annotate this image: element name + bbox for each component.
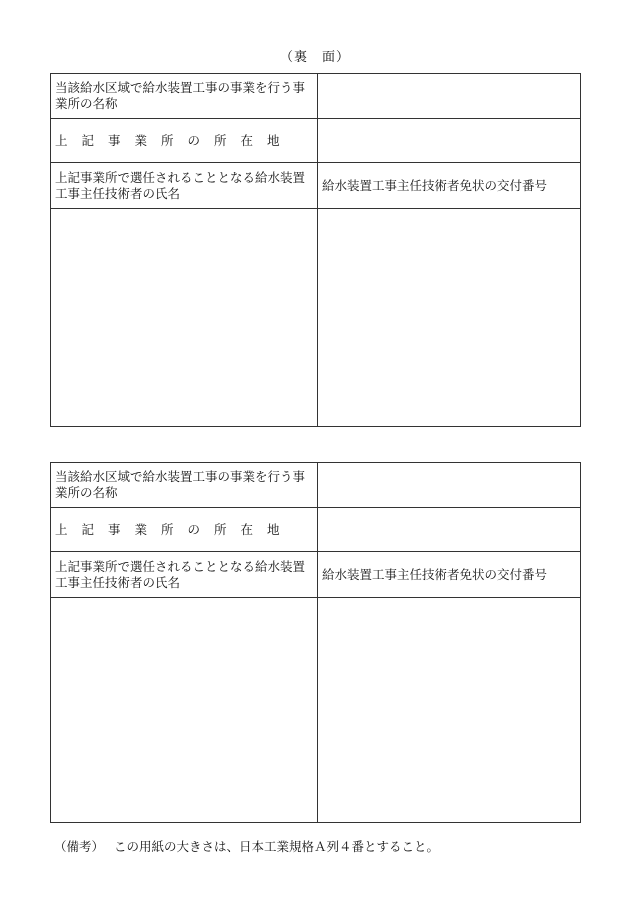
- chief-engineer-name-field[interactable]: [51, 598, 318, 823]
- remarks: [54, 837, 439, 855]
- office-location-row: [51, 508, 581, 552]
- office-location-field[interactable]: [318, 508, 581, 552]
- office-location-label: [51, 508, 318, 552]
- engineer-header-row: [51, 163, 581, 209]
- chief-engineer-name-label: 上記事業所で選任されることとなる給水装置工事主任技術者の氏名: [51, 163, 318, 209]
- chief-engineer-name-label: 上記事業所で選任されることとなる給水装置工事主任技術者の氏名: [51, 552, 318, 598]
- license-number-label: 給水装置工事主任技術者免状の交付番号: [318, 552, 581, 598]
- office-name-field[interactable]: [318, 463, 581, 508]
- office-name-label: 当該給水区域で給水装置工事の事業を行う事業所の名称: [51, 74, 318, 119]
- office-location-label-text: 上記事業所の所在地: [55, 521, 294, 537]
- office-location-row: [51, 119, 581, 163]
- office-location-label-text: 上記事業所の所在地: [55, 132, 294, 148]
- office-name-row: [51, 463, 581, 508]
- engineer-entry-row: [51, 598, 581, 823]
- office-name-field[interactable]: [318, 74, 581, 119]
- office-info-table-2: [50, 462, 581, 823]
- office-info-table-1: [50, 73, 581, 427]
- office-name-label: 当該給水区域で給水装置工事の事業を行う事業所の名称: [51, 463, 318, 508]
- license-number-field[interactable]: [318, 209, 581, 427]
- chief-engineer-name-field[interactable]: [51, 209, 318, 427]
- office-name-row: [51, 74, 581, 119]
- remarks-text: この用紙の大きさは、日本工業規格Ａ列４番とすること。: [114, 839, 440, 854]
- office-location-label: [51, 119, 318, 163]
- license-number-label: 給水装置工事主任技術者免状の交付番号: [318, 163, 581, 209]
- engineer-header-row: [51, 552, 581, 598]
- remarks-label: （備考）: [54, 839, 105, 854]
- license-number-field[interactable]: [318, 598, 581, 823]
- engineer-entry-row: [51, 209, 581, 427]
- page-title: （裏 面）: [279, 50, 350, 65]
- office-location-field[interactable]: [318, 119, 581, 163]
